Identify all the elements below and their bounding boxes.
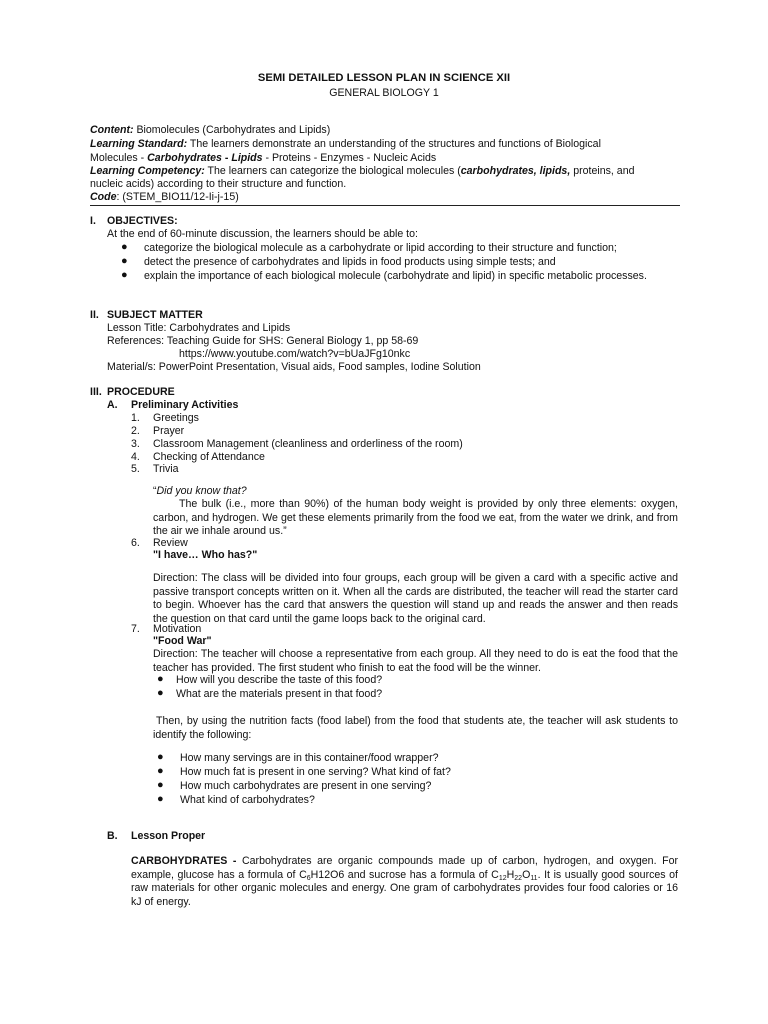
trivia-body: The bulk (i.e., more than 90%) of the human body weight is provided by only three elements: oxygen, carbon, and hydrogen. We get these elements primarily from the food we eat, from the water we drink, and from the air we inhale around us.” xyxy=(153,498,678,537)
sucrose-c-sub: 12 xyxy=(498,874,507,882)
subject-heading: SUBJECT MATTER xyxy=(107,309,203,321)
procedure-numeral: III. xyxy=(90,386,102,398)
sub-a-letter: A. xyxy=(107,399,118,411)
content-text: Biomolecules (Carbohydrates and Lipids) xyxy=(133,124,331,136)
motivation-question: What are the materials present in that food? xyxy=(176,688,383,700)
list-number: 4. xyxy=(131,451,140,463)
bullet-icon: ● xyxy=(157,751,164,763)
bullet-icon: ● xyxy=(121,255,128,267)
objectives-heading: OBJECTIVES: xyxy=(107,215,178,227)
bullet-icon: ● xyxy=(157,765,164,777)
code-line xyxy=(90,191,239,205)
document-subtitle: GENERAL BIOLOGY 1 xyxy=(329,87,439,99)
bullet-icon: ● xyxy=(157,779,164,791)
sucrose-h-sub: 22 xyxy=(514,874,523,882)
competency-bold-molecules: carbohydrates, lipids, xyxy=(460,165,571,177)
competency-text: The learners can categorize the biological molecules ( xyxy=(204,165,461,177)
list-number: 2. xyxy=(131,425,140,437)
sub-b-heading: Lesson Proper xyxy=(131,830,206,842)
code-label: Code xyxy=(90,191,117,203)
carbohydrates-text-1: Carbohydrates are organic compounds made up of carbon, hydrogen, and oxygen. For example, glucose has a formula of xyxy=(131,855,678,881)
standard-line-2 xyxy=(90,152,436,166)
code-text: : (STEM_BIO11/12-Ii-j-15) xyxy=(116,191,239,203)
standard-lipids: Lipids xyxy=(231,152,263,164)
sucrose-h: H xyxy=(506,868,515,881)
trivia-question xyxy=(153,485,247,499)
objective-item: detect the presence of carbohydrates and lipids in food products using simple tests; and xyxy=(144,256,556,268)
glucose-c: C xyxy=(299,868,307,881)
standard-text-end: - Proteins - Enzymes - Nucleic Acids xyxy=(262,152,437,164)
list-item: Trivia xyxy=(153,463,179,475)
review-direction: Direction: The class will be divided into four groups, each group will be given a card with a specific active and passive transport concepts written on it. When all the cards are distributed, the teacher will read the starter card to begin. Whoever has the card that answers the question will stand up and reads the answer and then reads the question on that card until the game loops back to the original card. xyxy=(153,572,678,625)
references: References: Teaching Guide for SHS: General Biology 1, pp 58-69 xyxy=(107,335,419,347)
list-item: Greetings xyxy=(153,412,199,424)
list-item: Prayer xyxy=(153,425,185,437)
carbohydrates-paragraph xyxy=(131,855,678,909)
motivation-question: How will you describe the taste of this food? xyxy=(176,674,383,686)
carbohydrates-text-2: and sucrose has a formula of C xyxy=(344,868,499,881)
motivation-direction: Direction: The teacher will choose a representative from each group. All they need to do is eat the food that the teacher has provided. The first student who finish to eat the food will be the winner. xyxy=(153,648,678,674)
motivation-game-title: "Food War" xyxy=(153,635,212,647)
list-item: Classroom Management (cleanliness and orderliness of the room) xyxy=(153,438,463,450)
standard-carbohydrates: Carbohydrates xyxy=(147,152,222,164)
standard-dash: - xyxy=(221,152,229,164)
objective-item: categorize the biological molecule as a carbohydrate or lipid according to their structure and function; xyxy=(144,242,617,254)
list-item: Checking of Attendance xyxy=(153,451,265,463)
sub-a-heading: Preliminary Activities xyxy=(131,399,239,411)
lesson-title: Lesson Title: Carbohydrates and Lipids xyxy=(107,322,291,334)
standard-text: The learners demonstrate an understanding of the structures and functions of Biological xyxy=(187,138,601,150)
nutrition-question: How much fat is present in one serving? What kind of fat? xyxy=(180,766,451,778)
reference-url: https://www.youtube.com/watch?v=bUaJFg10nkc xyxy=(179,348,411,360)
nutrition-question: How much carbohydrates are present in one serving? xyxy=(180,780,432,792)
procedure-heading: PROCEDURE xyxy=(107,386,175,398)
competency-line-1 xyxy=(90,165,634,179)
nutrition-question: What kind of carbohydrates? xyxy=(180,794,315,806)
list-number: 3. xyxy=(131,438,140,450)
objective-item: explain the importance of each biological molecule (carbohydrate and lipid) in specific metabolic processes. xyxy=(144,270,647,282)
bullet-icon: ● xyxy=(157,673,164,685)
content-line xyxy=(90,124,330,138)
nutrition-question: How many servings are in this container/food wrapper? xyxy=(180,752,439,764)
list-number: 6. xyxy=(131,537,140,549)
review-game-title: "I have… Who has?" xyxy=(153,549,258,561)
nutrition-intro: Then, by using the nutrition facts (food label) from the food that students ate, the teacher will ask students to identify the following: xyxy=(153,715,678,741)
list-item: Motivation xyxy=(153,623,202,635)
glucose-c-sub: 6 xyxy=(306,874,311,882)
objectives-numeral: I. xyxy=(90,215,96,227)
bullet-icon: ● xyxy=(157,793,164,805)
carbohydrates-heading: CARBOHYDRATES - xyxy=(131,855,237,867)
competency-line-2: nucleic acids) according to their structure and function. xyxy=(90,178,347,190)
list-item: Review xyxy=(153,537,188,549)
list-number: 7. xyxy=(131,623,140,635)
list-number: 5. xyxy=(131,463,140,475)
content-label: Content: xyxy=(90,124,134,136)
competency-label: Learning Competency: xyxy=(90,165,205,177)
materials: Material/s: PowerPoint Presentation, Visual aids, Food samples, Iodine Solution xyxy=(107,361,481,373)
bullet-icon: ● xyxy=(121,241,128,253)
sucrose-o: O xyxy=(522,868,531,881)
list-number: 1. xyxy=(131,412,140,424)
sub-b-letter: B. xyxy=(107,830,118,842)
standard-text-start: Molecules - xyxy=(90,152,145,164)
standard-line-1 xyxy=(90,138,601,152)
carbohydrates-text-3: . It is usually good sources of raw materials for other organic molecules and energy. One gram of carbohydrates provides four food calories or 16 kJ of energy. xyxy=(131,868,678,908)
sucrose-o-sub: 11 xyxy=(530,874,538,882)
bullet-icon: ● xyxy=(121,269,128,281)
trivia-quote: “ xyxy=(153,485,157,497)
competency-text-end: proteins, and xyxy=(570,165,635,177)
trivia-question-text: Did you know that? xyxy=(156,485,247,497)
header-divider xyxy=(90,205,680,206)
bullet-icon: ● xyxy=(157,687,164,699)
document-title: SEMI DETAILED LESSON PLAN IN SCIENCE XII xyxy=(257,72,511,84)
glucose-rest: H12O6 xyxy=(310,868,345,881)
standard-label: Learning Standard: xyxy=(90,138,188,150)
objectives-intro: At the end of 60-minute discussion, the learners should be able to: xyxy=(107,228,418,240)
subject-numeral: II. xyxy=(90,309,99,321)
